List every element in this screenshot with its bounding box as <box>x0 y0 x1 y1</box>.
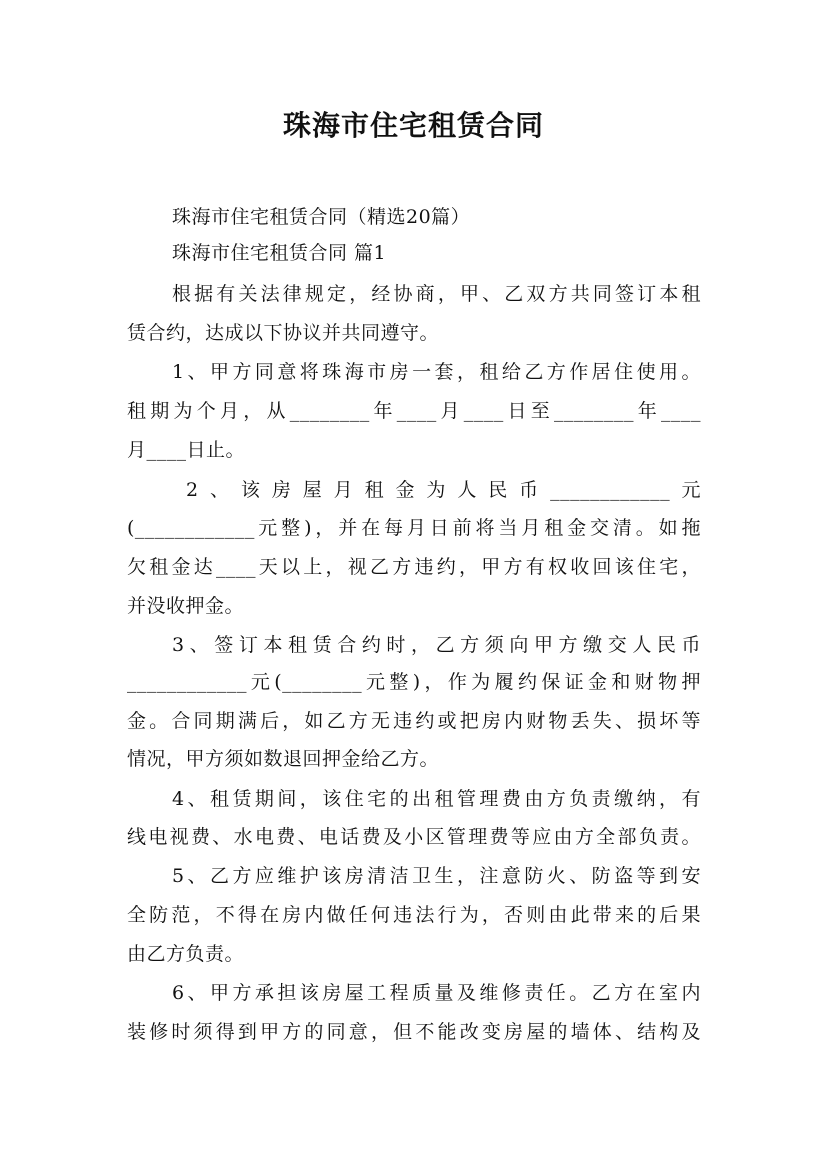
text-line: 2、该房屋月租金为人民币____________元 <box>186 479 701 501</box>
text-line: 3、签订本租赁合约时，乙方须向甲方缴交人民币 <box>172 634 701 656</box>
text-line: 线电视费、水电费、电话费及小区管理费等应由方全部负责。 <box>127 826 701 848</box>
text-line: 金。合同期满后，如乙方无违约或把房内财物丢失、损坏等 <box>127 710 701 732</box>
text-line: 由乙方负责。 <box>127 943 245 965</box>
text-line: 5、乙方应维护该房清洁卫生，注意防火、防盗等到安 <box>172 865 701 887</box>
text-line: 情况，甲方须如数退回押金给乙方。 <box>127 748 440 770</box>
text-line: 装修时须得到甲方的同意，但不能改变房屋的墙体、结构及 <box>127 1021 701 1043</box>
text-line: 根据有关法律规定，经协商，甲、乙双方共同签订本租 <box>172 283 701 305</box>
text-line: 全防范，不得在房内做任何违法行为，否则由此带来的后果 <box>127 904 701 926</box>
text-line: 欠租金达____天以上，视乙方违约，甲方有权收回该住宅， <box>127 556 701 578</box>
text-line: 珠海市住宅租赁合同（精选20篇） <box>172 206 471 228</box>
text-line: 并没收押金。 <box>127 595 245 617</box>
text-line: 1、甲方同意将珠海市房一套，租给乙方作居住使用。 <box>172 361 701 383</box>
text-line: 4、租赁期间，该住宅的出租管理费由方负责缴纳，有 <box>172 788 701 810</box>
text-line: 6、甲方承担该房屋工程质量及维修责任。乙方在室内 <box>172 982 701 1004</box>
text-line: 月____日止。 <box>127 439 246 461</box>
text-line: 租期为个月，从________年____月____日至________年____ <box>127 400 701 422</box>
text-line: (____________元整)，并在每月日前将当月租金交清。如拖 <box>127 517 701 539</box>
text-line: ____________元(________元整)，作为履约保证金和财物押 <box>127 671 701 693</box>
text-line: 赁合约，达成以下协议并共同遵守。 <box>127 322 440 344</box>
document-title: 珠海市住宅租赁合同 <box>282 109 544 142</box>
text-line: 珠海市住宅租赁合同 篇1 <box>172 242 387 264</box>
